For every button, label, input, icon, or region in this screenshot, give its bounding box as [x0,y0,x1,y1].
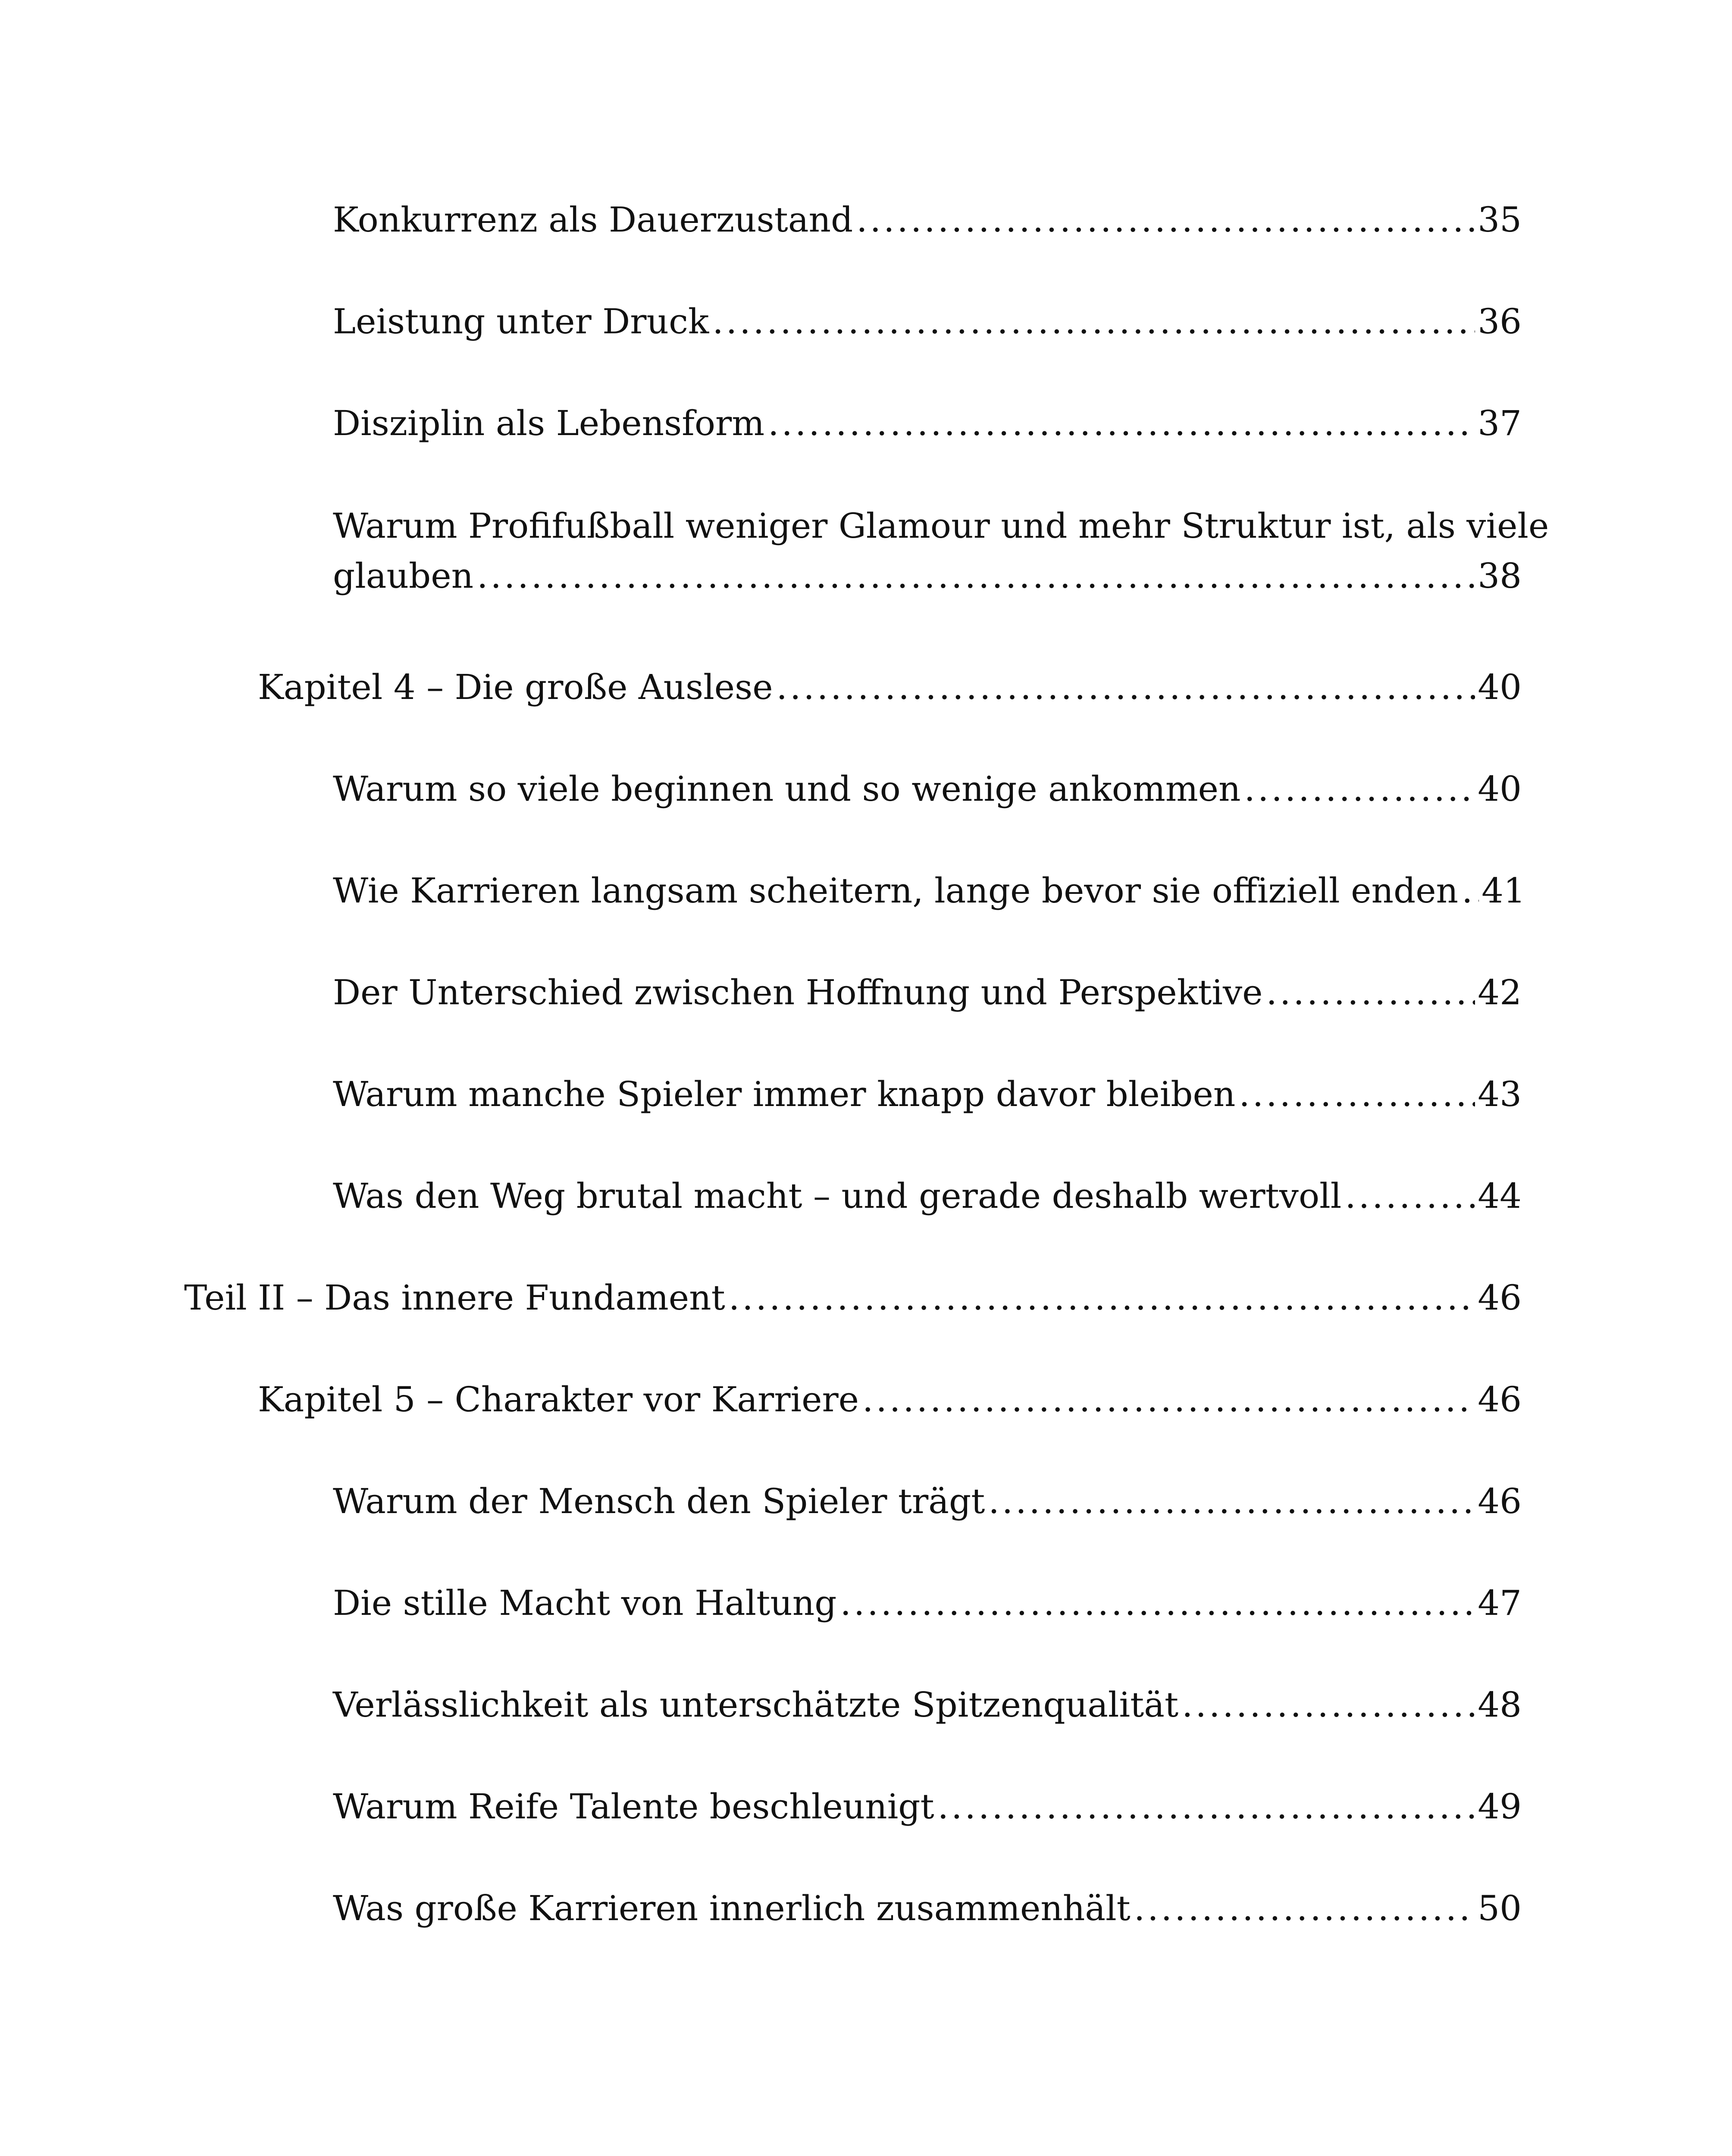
toc-entry-title: Wie Karrieren langsam scheitern, lange bevor sie offiziell enden [333,871,1459,911]
toc-entry-wie-karrieren[interactable] [333,871,1525,911]
dot-leader [938,1789,1475,1824]
toc-entry-page: 35 [1478,200,1522,240]
toc-entry-line2 [333,556,1522,596]
dot-leader [1462,874,1479,908]
dot-leader [1266,975,1475,1010]
toc-entry-mensch-spieler[interactable] [333,1481,1522,1521]
toc-entry-page: 49 [1478,1786,1522,1827]
dot-leader [1244,772,1475,806]
toc-entry-title: Die stille Macht von Haltung [333,1583,837,1623]
toc-entry-haltung[interactable] [333,1583,1522,1623]
toc-entry-page: 36 [1478,301,1522,342]
toc-entry-disziplin[interactable] [333,403,1522,443]
toc-entry-title: Leistung unter Druck [333,301,709,342]
toc-entry-page: 37 [1478,403,1522,443]
toc-entry-page: 46 [1478,1278,1522,1318]
toc-entry-title: Warum so viele beginnen und so wenige ankommen [333,769,1241,809]
toc-entry-title: Kapitel 5 – Charakter vor Karriere [258,1379,859,1420]
toc-entry-title-line2: glauben [333,556,474,596]
toc-entry-knapp-davor[interactable] [333,1074,1522,1114]
toc-entry-page: 44 [1478,1176,1522,1216]
toc-entry-profifussball[interactable] [333,506,1549,596]
toc-entry-title: Warum der Mensch den Spieler trägt [333,1481,985,1521]
toc-entry-verlaesslichkeit[interactable] [333,1685,1522,1725]
toc-entry-page: 46 [1478,1379,1522,1420]
toc-entry-page: 47 [1478,1583,1522,1623]
dot-leader [477,559,1475,593]
toc-entry-title: Disziplin als Lebensform [333,403,765,443]
toc-entry-page: 46 [1478,1481,1522,1521]
toc-entry-title: Was große Karrieren innerlich zusammenhält [333,1888,1131,1928]
toc-entry-page: 41 [1481,871,1525,911]
toc-entry-kapitel-5[interactable] [258,1379,1522,1420]
dot-leader [1345,1179,1475,1213]
toc-entry-weg-brutal[interactable] [333,1176,1522,1216]
dot-leader [1182,1688,1475,1722]
toc-entry-page: 43 [1478,1074,1522,1114]
toc-entry-page: 40 [1478,667,1522,707]
dot-leader [768,406,1475,441]
toc-entry-hoffnung[interactable] [333,972,1522,1012]
dot-leader [840,1586,1475,1620]
toc-entry-title-line1: Warum Profifußball weniger Glamour und mehr Struktur ist, als viele [333,506,1549,546]
toc-entry-grosse-karrieren[interactable] [333,1888,1522,1928]
toc-entry-reife[interactable] [333,1786,1522,1827]
dot-leader [1134,1891,1475,1926]
toc-entry-page: 40 [1478,769,1522,809]
toc-entry-page: 48 [1478,1685,1522,1725]
toc-entry-page: 42 [1478,972,1522,1012]
toc-entry-title: Teil II – Das innere Fundament [184,1278,725,1318]
dot-leader [777,670,1475,705]
dot-leader [988,1484,1475,1519]
toc-entry-warum-so-viele[interactable] [333,769,1522,809]
toc-entry-title: Was den Weg brutal macht – und gerade deshalb wertvoll [333,1176,1342,1216]
toc-entry-leistung[interactable] [333,301,1522,342]
toc-entry-page: 38 [1478,556,1522,596]
dot-leader [856,203,1475,237]
toc-entry-konkurrenz[interactable] [333,200,1522,240]
toc-entry-title: Kapitel 4 – Die große Auslese [258,667,773,707]
toc-entry-title: Konkurrenz als Dauerzustand [333,200,853,240]
toc-entry-title: Warum manche Spieler immer knapp davor bleiben [333,1074,1236,1114]
toc-entry-title: Der Unterschied zwischen Hoffnung und Perspektive [333,972,1263,1012]
toc-entry-teil-2[interactable] [184,1278,1522,1318]
dot-leader [729,1281,1475,1315]
dot-leader [712,304,1475,339]
toc-entry-title: Verlässlichkeit als unterschätzte Spitzenqualität [333,1685,1179,1725]
dot-leader [1239,1077,1475,1112]
toc-entry-kapitel-4[interactable] [258,667,1522,707]
dot-leader [862,1382,1475,1417]
toc-entry-page: 50 [1478,1888,1522,1928]
toc-entry-title: Warum Reife Talente beschleunigt [333,1786,934,1827]
